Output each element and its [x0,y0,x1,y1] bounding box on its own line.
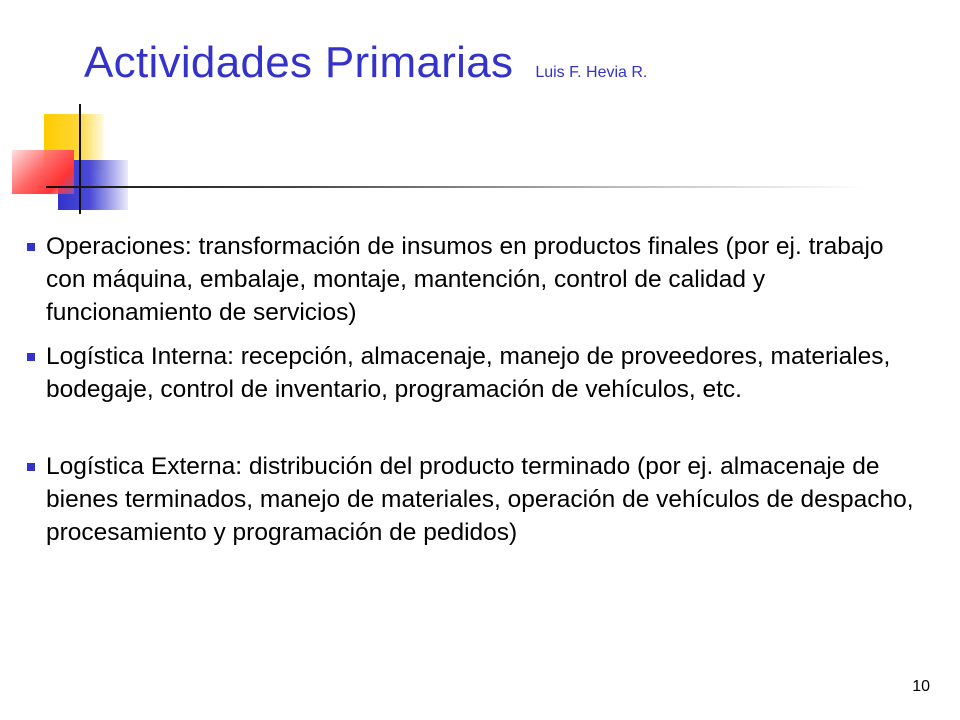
square-bullet-icon [27,353,35,361]
decorative-vertical-line [79,104,81,214]
slide-title: Actividades Primarias [84,38,514,87]
page-number: 10 [912,678,930,695]
author-name: Luis F. Hevia R. [535,64,648,81]
square-bullet-icon [27,243,35,251]
square-bullet-icon [27,463,35,471]
bullet-text: Logística Externa: distribución del producto terminado (por ej. almacenaje de bienes terminados, manejo de materiales, operación de vehículos de despacho, procesamiento y programación de pedidos) [46,453,914,546]
title-divider-line [46,186,866,188]
slide-title-block [84,38,647,88]
bullet-text: Logística Interna: recepción, almacenaje, manejo de proveedores, materiales, bodegaje, control de inventario, programación de vehículos, etc. [46,343,891,403]
bullet-text: Operaciones: transformación de insumos en productos finales (por ej. trabajo con máquina, embalaje, montaje, mantención, control de calidad y funcionamiento de servicios) [46,233,884,326]
